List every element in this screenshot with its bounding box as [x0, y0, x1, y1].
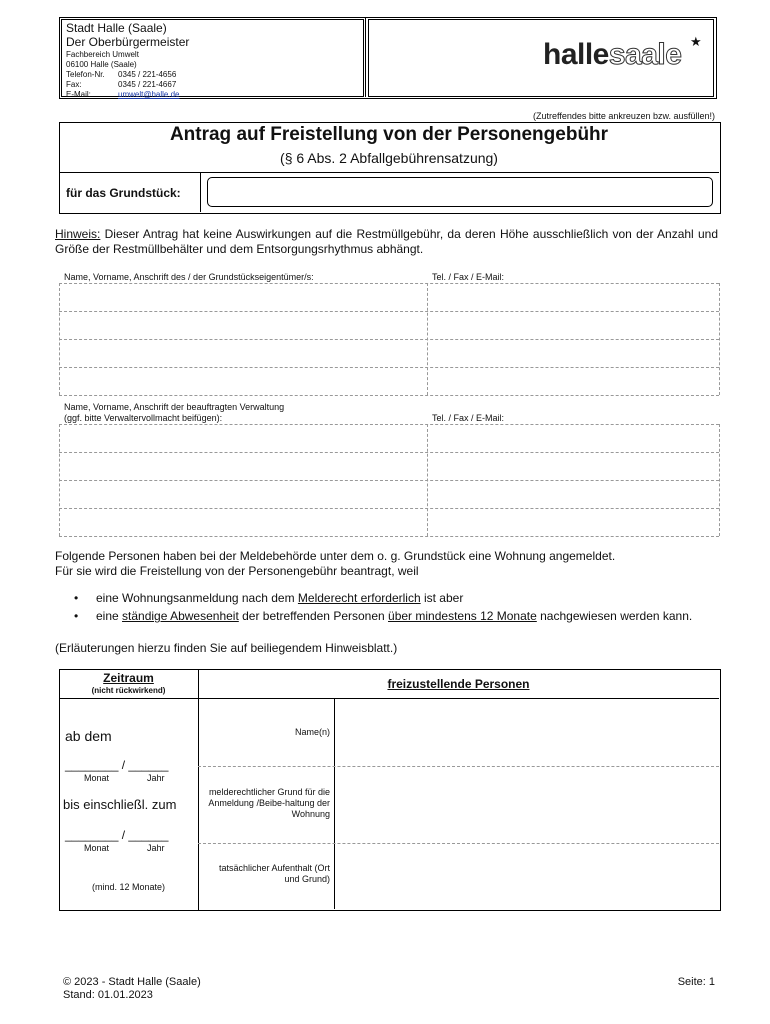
owner-right-border	[719, 283, 720, 395]
authority-contact	[66, 50, 179, 100]
postal-city: 06100 Halle (Saale)	[66, 60, 137, 69]
names-field[interactable]	[336, 700, 718, 765]
grund-label: melderechtlicher Grund für die Anmeldung /Beibe-haltung der Wohnung	[208, 787, 330, 819]
authority-name	[66, 21, 189, 49]
bullet-2-a: eine	[96, 609, 123, 623]
nicht-rueckwirkend: (nicht rückwirkend)	[91, 686, 166, 695]
owner-contact-field[interactable]	[428, 284, 718, 394]
bis-label: bis einschließl. zum	[63, 797, 177, 812]
erlaeuterung: (Erläuterungen hierzu finden Sie auf beiliegendem Hinweisblatt.)	[55, 641, 398, 655]
bullet-1-a: eine Wohnungsanmeldung nach dem	[96, 591, 298, 605]
aufenthalt-field[interactable]	[336, 845, 718, 908]
header-divider	[365, 17, 366, 97]
phone-row	[66, 70, 179, 80]
owner-line-4	[59, 395, 719, 396]
start-year-label: Jahr	[147, 773, 165, 783]
mail-row	[66, 90, 179, 100]
end-year-label: Jahr	[147, 843, 165, 853]
bullet-dot-2: •	[74, 609, 79, 623]
logo-bold-part: halle	[543, 38, 609, 71]
admin-label	[64, 402, 284, 424]
personen-header: freizustellende Personen	[387, 677, 530, 691]
mail-label: E-Mail:	[66, 90, 91, 99]
phone-value: 0345 / 221-4656	[118, 70, 177, 79]
bullet-2-e: nachgewiesen werden kann.	[536, 609, 693, 623]
phone-label: Telefon-Nr.	[66, 70, 105, 79]
intro-line-1: Folgende Personen haben bei der Meldebehörde unter dem o. g. Grundstück eine Wohnung angemeldet.	[55, 549, 616, 563]
bullet-2-c: der betreffenden Personen	[238, 609, 389, 623]
aufenthalt-label: tatsächlicher Aufenthalt (Ort und Grund)	[218, 863, 330, 884]
table-header-separator	[198, 698, 719, 699]
footer-copyright: © 2023 - Stadt Halle (Saale)	[63, 976, 201, 988]
page-subtitle: (§ 6 Abs. 2 Abfallgebührensatzung)	[280, 150, 498, 166]
zeitraum-header-separator	[59, 698, 198, 699]
authority-line-1: Stadt Halle (Saale)	[66, 21, 167, 35]
table-col-divider-1	[198, 669, 199, 910]
admin-line-4	[59, 536, 719, 537]
admin-right-border	[719, 424, 720, 536]
footer-stand: Stand: 01.01.2023	[63, 989, 153, 1001]
hinweis-text: Dieser Antrag hat keine Auswirkungen auf die Restmüllgebühr, da deren Höhe ausschließlich von der Anzahl und Größe der Restmüllbehälter und dem Entsorgungsrhythmus abhängt.	[55, 227, 718, 256]
bullet-item-1	[96, 591, 716, 606]
table-col-divider-2	[334, 698, 335, 909]
bullet-2-b: ständige Abwesenheit	[122, 609, 239, 623]
owner-tel-label: Tel. / Fax / E-Mail:	[432, 272, 505, 282]
department: Fachbereich Umwelt	[66, 50, 139, 59]
zeitraum-header: Zeitraum	[103, 671, 154, 685]
admin-tel-label: Tel. / Fax / E-Mail:	[432, 413, 505, 423]
intro-text	[55, 549, 725, 579]
page-number: Seite: 1	[677, 976, 715, 988]
hinweis-paragraph	[55, 227, 718, 257]
label-divider	[200, 172, 201, 212]
title-separator	[59, 172, 719, 173]
admin-label-line-2: (ggf. bitte Verwaltervollmacht beifügen):	[64, 413, 223, 423]
grundstueck-label: für das Grundstück:	[66, 186, 181, 200]
footer-left	[63, 976, 201, 1002]
grundstueck-input[interactable]	[207, 177, 713, 207]
end-month-label: Monat	[84, 843, 110, 853]
halle-saale-logo	[543, 38, 681, 72]
bullet-1-b: Melderecht erforderlich	[297, 591, 421, 605]
names-label: Name(n)	[294, 727, 330, 737]
table-row-divider-2	[198, 843, 719, 844]
bullet-2-d: über mindestens 12 Monate	[388, 609, 537, 623]
fax-row	[66, 80, 179, 90]
admin-name-field[interactable]	[60, 425, 426, 535]
admin-label-line-1: Name, Vorname, Anschrift der beauftragten Verwaltung	[64, 402, 285, 412]
authority-line-2: Der Oberbürgermeister	[66, 35, 190, 49]
logo-light-part: saale	[608, 38, 682, 71]
start-date-field[interactable]: ________ / ______	[65, 758, 169, 772]
bullet-1-c: ist aber	[420, 591, 464, 605]
fax-value: 0345 / 221-4667	[118, 80, 177, 89]
owner-label: Name, Vorname, Anschrift des / der Grundstückseigentümer/s:	[64, 272, 314, 282]
bullet-dot-1: •	[74, 591, 79, 605]
min-duration-note: (mind. 12 Monate)	[91, 882, 166, 892]
page-title: Antrag auf Freistellung von der Personengebühr	[169, 124, 609, 145]
ab-dem-label: ab dem	[65, 728, 112, 744]
start-month-label: Monat	[84, 773, 110, 783]
owner-name-field[interactable]	[60, 284, 426, 394]
table-row-divider-1	[198, 766, 719, 767]
fill-note: (Zutreffendes bitte ankreuzen bzw. ausfüllen!)	[533, 111, 715, 121]
intro-line-2: Für sie wird die Freistellung von der Personengebühr beantragt, weil	[55, 564, 419, 578]
end-date-field[interactable]: ________ / ______	[65, 828, 169, 842]
mail-link[interactable]: umwelt@halle.de	[118, 90, 180, 99]
admin-contact-field[interactable]	[428, 425, 718, 535]
logo-star-icon: ★	[690, 34, 702, 49]
grund-field[interactable]	[336, 768, 718, 842]
bullet-item-2	[96, 609, 716, 624]
fax-label: Fax:	[66, 80, 82, 89]
hinweis-label: Hinweis:	[55, 227, 101, 241]
